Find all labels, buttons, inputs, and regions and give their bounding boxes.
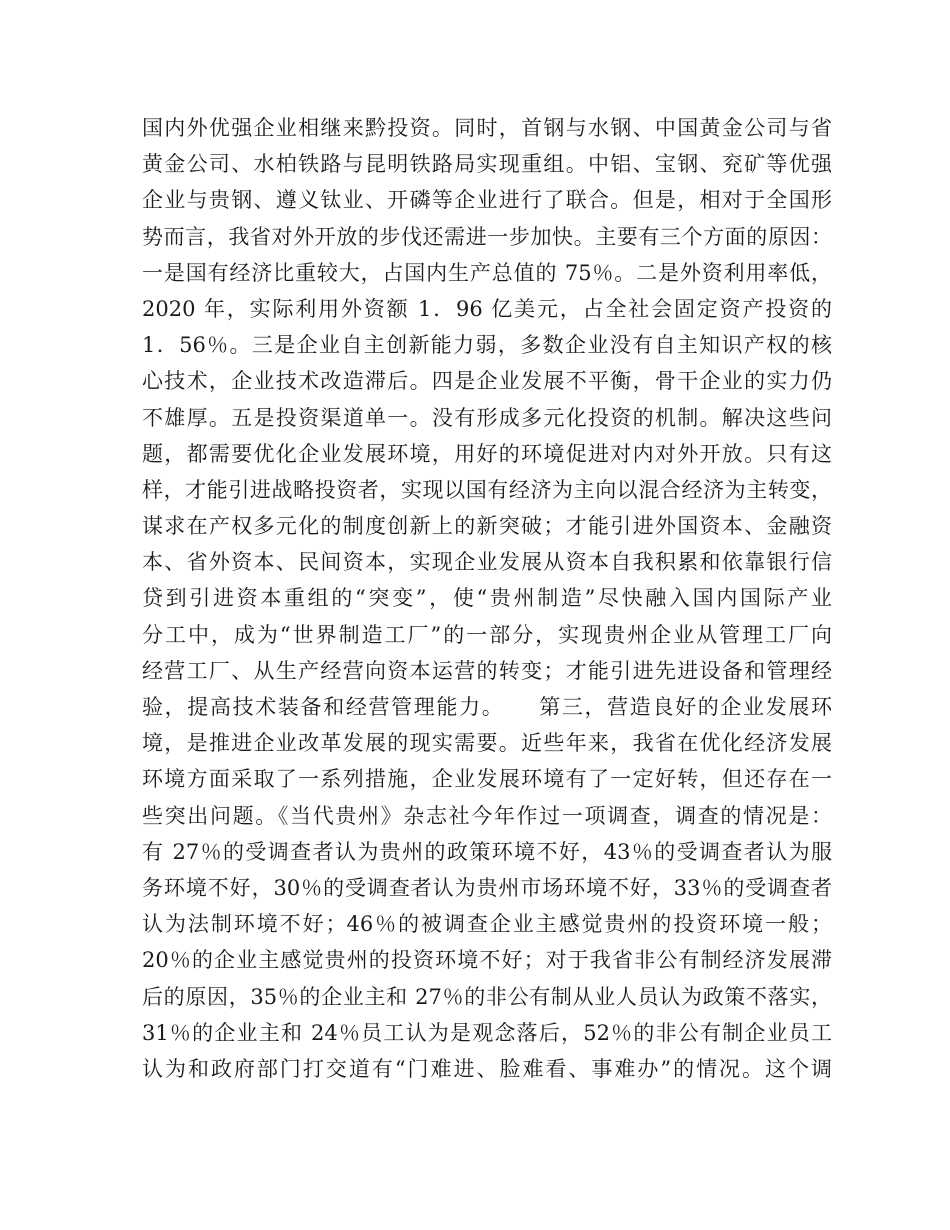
text-line: 20％的企业主感觉贵州的投资环境不好；对于我省非公有制经济发展滞 <box>142 948 832 973</box>
text-line: 题，都需要优化企业发展环境，用好的环境促进对内对外开放。只有这 <box>142 441 832 466</box>
text-line: 经营工厂、从生产经营向资本运营的转变；才能引进先进设备和管理经 <box>142 658 832 683</box>
text-line: 些突出问题。《当代贵州》杂志社今年作过一项调查，调查的情况是： <box>142 803 832 828</box>
text-line: 分工中，成为“世界制造工厂”的一部分，实现贵州企业从管理工厂向 <box>142 622 832 647</box>
text-line: 有 27％的受调查者认为贵州的政策环境不好，43％的受调查者认为服 <box>142 839 832 864</box>
text-line: 务环境不好，30％的受调查者认为贵州市场环境不好，33％的受调查者 <box>142 875 832 900</box>
text-line: 2020 年，实际利用外资额 1．96 亿美元，占全社会固定资产投资的 <box>142 296 832 321</box>
text-line: 一是国有经济比重较大，占国内生产总值的 75％。二是外资利用率低， <box>142 260 832 285</box>
text-line: 环境方面采取了一系列措施，企业发展环境有了一定好转，但还存在一 <box>142 767 832 792</box>
text-line: 势而言，我省对外开放的步伐还需进一步加快。主要有三个方面的原因： <box>142 224 832 249</box>
text-line: 本、省外资本、民间资本，实现企业发展从资本自我积累和依靠银行信 <box>142 550 832 575</box>
text-line: 样，才能引进战略投资者，实现以国有经济为主向以混合经济为主转变， <box>142 477 832 502</box>
text-line: 1．56％。三是企业自主创新能力弱，多数企业没有自主知识产权的核 <box>142 333 832 358</box>
text-line: 心技术，企业技术改造滞后。四是企业发展不平衡，骨干企业的实力仍 <box>142 369 832 394</box>
text-line: 境，是推进企业改革发展的现实需要。近些年来，我省在优化经济发展 <box>142 731 832 756</box>
body-text <box>142 110 832 1087</box>
text-line: 企业与贵钢、遵义钛业、开磷等企业进行了联合。但是，相对于全国形 <box>142 188 832 213</box>
text-line: 谋求在产权多元化的制度创新上的新突破；才能引进外国资本、金融资 <box>142 514 832 539</box>
text-line: 31％的企业主和 24％员工认为是观念落后，52％的非公有制企业员工 <box>142 1020 832 1045</box>
text-line: 贷到引进资本重组的“突变”，使“贵州制造”尽快融入国内国际产业 <box>142 586 832 611</box>
text-line: 国内外优强企业相继来黔投资。同时，首钢与水钢、中国黄金公司与省 <box>142 116 832 140</box>
text-line: 认为和政府部门打交道有“门难进、脸难看、事难办”的情况。这个调 <box>142 1056 832 1081</box>
text-line: 黄金公司、水柏铁路与昆明铁路局实现重组。中铝、宝钢、兖矿等优强 <box>142 152 832 177</box>
text-line: 认为法制环境不好；46％的被调查企业主感觉贵州的投资环境一般； <box>142 912 832 937</box>
text-line: 不雄厚。五是投资渠道单一。没有形成多元化投资的机制。解决这些问 <box>142 405 832 430</box>
text-line: 后的原因，35％的企业主和 27％的非公有制从业人员认为政策不落实， <box>142 984 832 1009</box>
text-line: 验，提高技术装备和经营管理能力。 第三，营造良好的企业发展环 <box>142 695 832 719</box>
